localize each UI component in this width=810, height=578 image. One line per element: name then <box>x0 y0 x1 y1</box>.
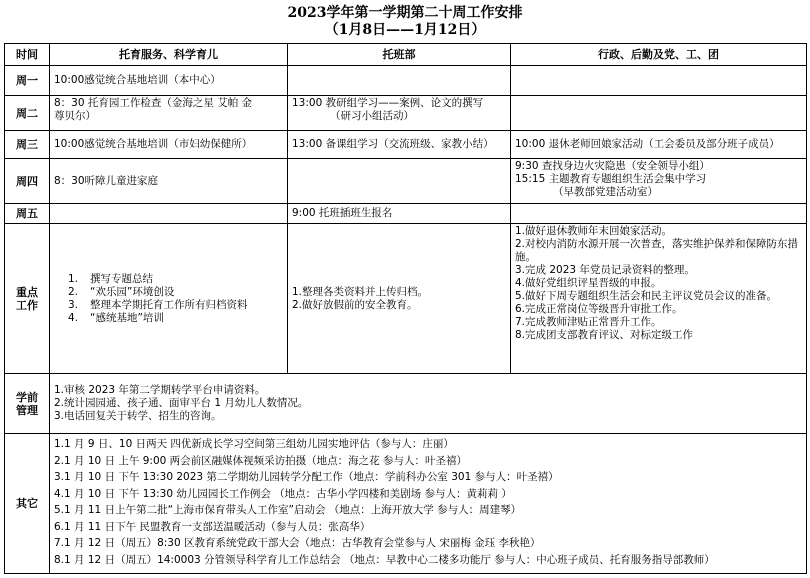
list-item: 2.1 月 10 日 上午 9:00 两会前区融媒体视频采访拍摄（地点：海之花 参与人：叶圣禧） <box>54 454 468 467</box>
tue-col2 <box>288 96 511 131</box>
cell-text: 8：30听障儿童进家庭 <box>54 174 159 187</box>
others-label: 其它 <box>5 434 50 574</box>
wed-col3 <box>511 131 807 159</box>
list-item: 4.做好党组织评星晋级的申报。 <box>515 277 662 289</box>
list-item: 1.整理各类资料并上传归档。 <box>292 285 429 298</box>
focus-col1 <box>50 224 288 374</box>
cell-text: 13:00 教研组学习——案例、论文的撰写 <box>292 97 484 109</box>
page-subtitle: （1月8日——1月12日） <box>324 22 486 38</box>
item-number: 2. <box>68 285 79 298</box>
item-text: “感统基地”培训 <box>90 311 164 324</box>
list-item: 5.1 月 11 日上午第二批“上海市保育带头人工作室”启动会 （地点：上海开放大学 参与人：周建琴） <box>54 504 522 516</box>
thu-col3 <box>511 159 807 204</box>
list-item: 6.完成正常岗位等级晋升审批工作。 <box>515 303 683 315</box>
focus-label-b: 工作 <box>16 298 38 312</box>
mon-col2 <box>288 66 511 96</box>
list-item: 4.1 月 10 日 下午 13:30 幼儿园园长工作例会 （地点：古华小学四楼和美剧场 参与人：黄莉莉 ） <box>54 487 512 500</box>
cell-text: 9:00 托班插班生报名 <box>292 207 393 219</box>
list-item: 3.1 月 10 日 下午 13:30 2023 第二学期幼儿园转学分配工作（地点：学前科办公室 301 参与人：叶圣禧） <box>54 471 559 483</box>
cell-text: 尊贝尔） <box>54 110 96 122</box>
list-item: 5.做好下周专题组织生活会和民主评议党员会议的准备。 <box>515 290 778 302</box>
list-item: 6.1 月 11 日下午 民盟教育一支部送温暖活动（参与人员：张高华） <box>54 520 371 533</box>
item-number: 3. <box>68 298 79 311</box>
mon-col3 <box>511 66 807 96</box>
list-item: 1.做好退休教师年末回娘家活动。 <box>515 225 673 237</box>
cell-text: 15:15 主题教育专题组织生活会集中学习 <box>515 173 707 185</box>
list-item: 8.1 月 12 日（周五）14:0003 分管领导科学育儿工作总结会 （地点：早教中心二楼多功能厅 参与人：中心班子成员、托育服务指导部教师） <box>54 553 715 566</box>
header-col2: 托班部 <box>288 44 511 66</box>
fri-col1 <box>50 204 288 224</box>
cell-text: 9:30 查找身边火灾隐患（安全领导小组） <box>515 160 710 172</box>
list-item <box>54 273 283 286</box>
thu-col1 <box>50 159 288 204</box>
preschool-label-b: 管理 <box>16 403 38 417</box>
day-label: 周一 <box>5 66 50 96</box>
title-block <box>0 0 810 42</box>
item-text: “欢乐园”环境创设 <box>90 285 175 298</box>
list-item: 7.完成教师津贴正常晋升工作。 <box>515 316 662 328</box>
table-row-mon <box>5 66 807 96</box>
preschool-label-a: 学前 <box>16 390 38 404</box>
list-item: 3.电话回复关于转学、招生的咨询。 <box>54 410 222 422</box>
focus-col2 <box>288 224 511 374</box>
day-label: 周二 <box>5 96 50 131</box>
schedule-table <box>4 43 807 574</box>
cell-text: 8：30 托育园工作检查（金海之星 艾帕 金 <box>54 97 253 109</box>
list-item: 3.完成 2023 年党员记录资料的整理。 <box>515 264 695 276</box>
list-item: 2.统计园园通、孩子通、面审平台 1 月幼儿人数情况。 <box>54 397 309 409</box>
day-label: 周三 <box>5 131 50 159</box>
fri-col2 <box>288 204 511 224</box>
list-item: 2.对校内消防水源开展一次普查，落实维护保养和保障防东措施。 <box>515 238 799 263</box>
list-item: 1.审核 2023 年第二学期转学平台申请资料。 <box>54 384 266 396</box>
preschool-label <box>5 374 50 434</box>
list-item <box>54 299 283 312</box>
wed-col1 <box>50 131 288 159</box>
header-time: 时间 <box>5 44 50 66</box>
focus-label <box>5 224 50 374</box>
item-text: 撰写专题总结 <box>90 272 153 285</box>
list-item: 8.完成团支部教育评议、对标定级工作 <box>515 329 694 341</box>
item-number: 4. <box>68 311 79 324</box>
table-row-wed <box>5 131 807 159</box>
cell-text: （早教部党建活动室） <box>553 186 658 198</box>
table-row-thu <box>5 159 807 204</box>
tue-col3 <box>511 96 807 131</box>
tue-col1 <box>50 96 288 131</box>
table-row-preschool <box>5 374 807 434</box>
wed-col2 <box>288 131 511 159</box>
mon-col1 <box>50 66 288 96</box>
list-item <box>54 286 283 299</box>
header-col3: 行政、后勤及党、工、团 <box>511 44 807 66</box>
table-row-tue <box>5 96 807 131</box>
cell-text: 10:00感觉统合基地培训（市妇幼保健所） <box>54 138 253 150</box>
cell-text: （研习小组活动） <box>330 110 414 122</box>
table-row-others <box>5 434 807 574</box>
list-item: 7.1 月 12 日（周五）8:30 区教育系统党政干部大会（地点：古华教育会堂参与人 宋丽梅 金珏 李秋艳） <box>54 537 541 549</box>
others-content <box>50 434 807 574</box>
focus-col3 <box>511 224 807 374</box>
table-row-fri <box>5 204 807 224</box>
item-number: 1. <box>68 272 79 285</box>
table-row-focus <box>5 224 807 374</box>
page-title: 2023学年第一学期第二十周工作安排 <box>287 5 523 21</box>
cell-text: 13:00 备课组学习（交流班级、家教小结） <box>292 138 494 150</box>
header-row <box>5 44 807 66</box>
list-item: 1.1 月 9 日、10 日两天 四优新成长学习空间第三组幼儿园实地评估（参与人：庄丽） <box>54 438 454 450</box>
thu-col2 <box>288 159 511 204</box>
cell-text: 10:00 退休老师回娘家活动（工会委员及部分班子成员） <box>515 138 780 150</box>
cell-text: 10:00感觉统合基地培训（本中心） <box>54 74 221 86</box>
list-item <box>54 312 283 325</box>
list-item: 2.做好放假前的安全教育。 <box>292 298 418 311</box>
item-text: 整理本学期托育工作所有归档资料 <box>90 298 248 311</box>
fri-col3 <box>511 204 807 224</box>
header-col1: 托育服务、科学育儿 <box>50 44 288 66</box>
day-label: 周四 <box>5 159 50 204</box>
day-label: 周五 <box>5 204 50 224</box>
preschool-content <box>50 374 807 434</box>
focus-label-a: 重点 <box>16 285 38 299</box>
